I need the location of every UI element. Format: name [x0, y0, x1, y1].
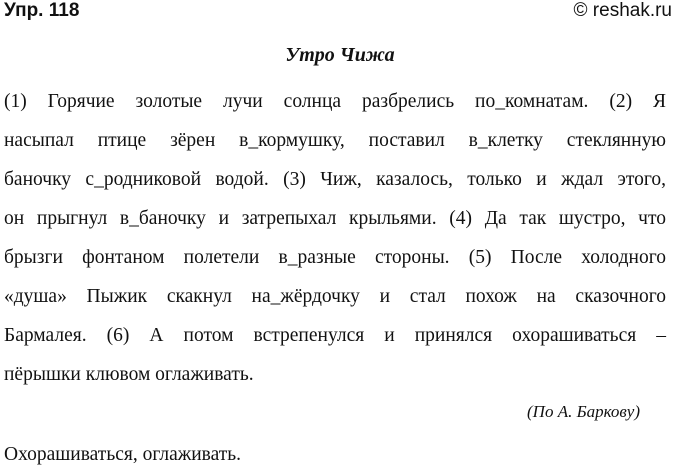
text-line-4: он прыгнул в_баночку и затрепыхал крыльями. (4) Да так шустро, что	[4, 208, 666, 229]
text-line-7: Бармалея. (6) А потом встрепенулся и принялся охорашиваться –	[4, 325, 666, 346]
text-title: Утро Чижа	[285, 44, 395, 66]
text-line-5: брызги фонтаном полетели в_разные стороны. (5) После холодного	[4, 247, 666, 268]
text-line-3: баночку с_родниковой водой. (3) Чиж, казалось, только и ждал этого,	[4, 169, 666, 190]
text-line-8: пёрышки клювом оглаживать.	[4, 364, 254, 385]
site-watermark: © reshak.ru	[573, 0, 672, 21]
source-attribution: (По А. Баркову)	[527, 402, 640, 421]
exercise-number: Упр. 118	[4, 0, 80, 21]
text-line-1: (1) Горячие золотые лучи солнца разбрелись по_комнатам. (2) Я	[4, 91, 666, 112]
word-analysis-note: Охорашиваться, оглаживать.	[4, 444, 242, 465]
text-line-6: «душа» Пыжик скакнул на_жёрдочку и стал похож на сказочного	[4, 286, 666, 307]
text-line-2: насыпал птице зёрен в_кормушку, поставил в_клетку стеклянную	[4, 130, 666, 151]
